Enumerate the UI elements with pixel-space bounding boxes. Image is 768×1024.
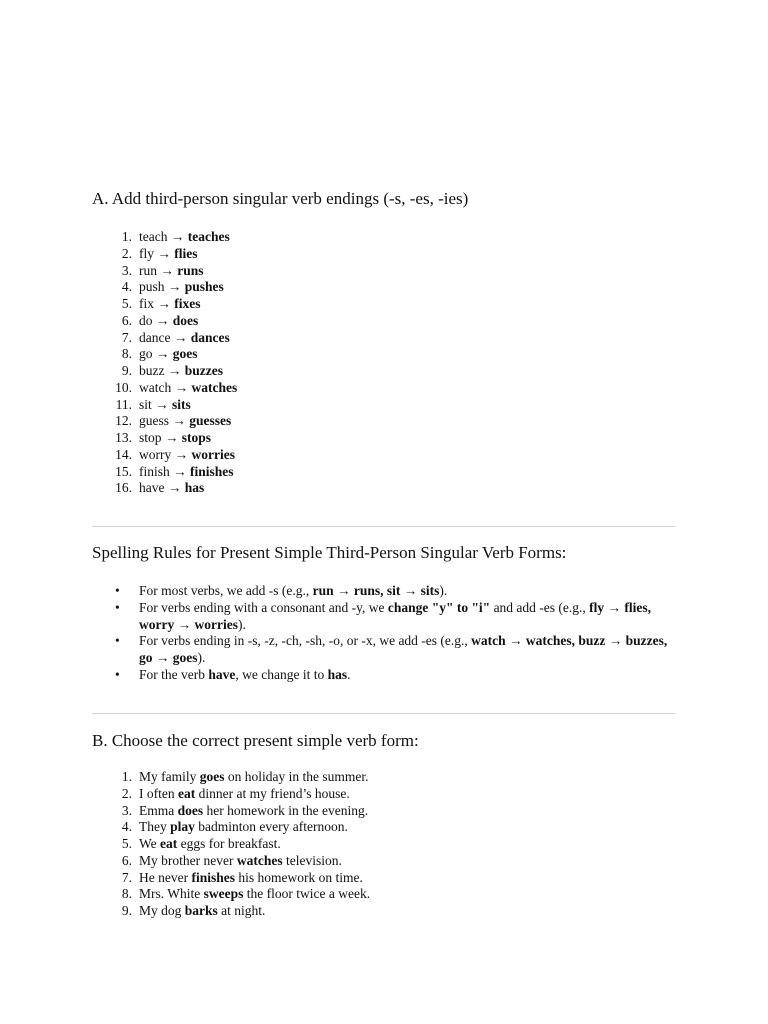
spelling-rules-heading: Spelling Rules for Present Simple Third-Person Singular Verb Forms: — [92, 543, 567, 562]
bullet-icon: • — [115, 583, 120, 598]
list-item: 2. I often eat dinner at my friend’s house. — [121, 785, 350, 801]
verb-endings-list — [112, 229, 237, 497]
bullet-icon: • — [115, 633, 120, 649]
list-item: 9. buzz → buzzes — [121, 363, 223, 378]
list-item: 8. Mrs. White sweeps the floor twice a week. — [121, 886, 371, 902]
list-item: 11. sit → sits — [115, 396, 191, 412]
section-a-heading: A. Add third-person singular verb endings (-s, -es, -ies) — [92, 189, 469, 208]
list-item: 7. dance → dances — [121, 329, 230, 345]
list-item: 15. finish → finishes — [115, 463, 234, 479]
list-item: 6. My brother never watches television. — [121, 852, 342, 868]
list-item: 1. teach → teaches — [121, 229, 230, 244]
list-item: 9. My dog barks at night. — [121, 903, 266, 918]
list-item: 12. guess → guesses — [115, 413, 232, 429]
list-item: 6. do → does — [121, 312, 199, 328]
sentence-list — [112, 769, 370, 920]
list-item: 16. have → has — [115, 480, 205, 496]
list-item: 1. My family goes on holiday in the summer. — [121, 769, 369, 784]
list-item: 4. They play badminton every afternoon. — [121, 819, 348, 835]
list-item: 10. watch → watches — [115, 379, 238, 395]
list-item: 3. run → runs — [121, 262, 204, 278]
bullet-icon: • — [115, 599, 120, 615]
spelling-rules-list — [112, 583, 678, 684]
list-item: 5. fix → fixes — [121, 296, 201, 311]
list-item: 3. Emma does her homework in the evening. — [121, 802, 369, 818]
section-b-heading: B. Choose the correct present simple verb form: — [92, 731, 419, 750]
list-item: 13. stop → stops — [115, 430, 212, 445]
list-item: 14. worry → worries — [115, 446, 235, 462]
list-item: 7. He never finishes his homework on time. — [121, 869, 363, 885]
rule-item: • For most verbs, we add -s (e.g., run → runs, sit → sits). — [115, 583, 448, 598]
list-item: 5. We eat eggs for breakfast. — [121, 836, 281, 851]
list-item: 4. push → pushes — [121, 279, 224, 295]
section-divider — [92, 713, 675, 714]
bullet-icon: • — [115, 666, 120, 682]
rule-item: • For the verb have, we change it to has. — [115, 666, 351, 682]
rule-item: • For verbs ending in -s, -z, -ch, -sh, -o, or -x, we add -es (e.g., watch → watches, buzz → buzzes, go → goes). — [115, 633, 668, 665]
rule-item: • For verbs ending with a consonant and -y, we change "y" to "i" and add -es (e.g., fly → flies, worry → worries). — [115, 599, 652, 632]
list-item: 8. go → goes — [121, 346, 198, 362]
section-divider — [92, 526, 675, 527]
list-item: 2. fly → flies — [121, 245, 198, 261]
